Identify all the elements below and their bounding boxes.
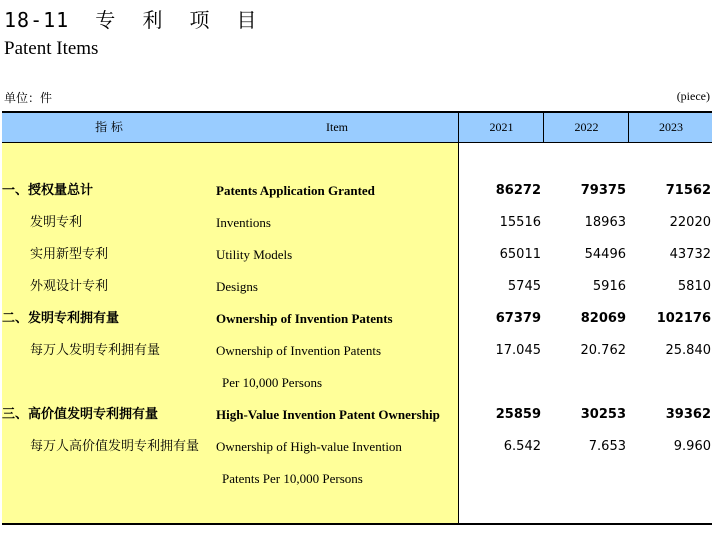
table-row [2,367,712,399]
value-2021: 5745 [507,279,541,294]
header-year-2021: 2021 [458,113,544,142]
page-title-cn: 18-11 专 利 项 目 [4,8,258,32]
table-row [2,271,712,303]
value-2023: 43732 [669,247,711,262]
row-label-cn: 外观设计专利 [30,279,109,294]
value-2023: 71562 [665,183,711,198]
table-row [2,463,712,495]
value-2022: 79375 [580,183,626,198]
value-2022: 30253 [580,407,626,422]
row-label-en: Inventions [216,215,271,230]
value-2022: 18963 [584,215,626,230]
row-label-cn: 一、授权量总计 [2,183,94,198]
header-item: Item [326,120,348,134]
row-label-cn: 每万人发明专利拥有量 [30,343,161,358]
header-year-2023: 2023 [628,113,713,142]
patent-table [2,111,712,525]
row-label-cn: 每万人高价值发明专利拥有量 [30,439,200,454]
row-label-en: Designs [216,279,258,294]
value-2022: 54496 [584,247,626,262]
value-2023: 5810 [677,279,711,294]
table-row [2,175,712,207]
value-2021: 17.045 [495,343,541,358]
table-row [2,399,712,431]
value-2021: 67379 [495,311,541,326]
value-2021: 25859 [495,407,541,422]
row-label-cn: 三、高价值发明专利拥有量 [2,407,159,422]
value-2022: 5916 [592,279,626,294]
value-2021: 6.542 [503,439,541,454]
row-label-cn: 发明专利 [30,215,83,230]
value-2022: 7.653 [588,439,626,454]
table-row [2,207,712,239]
row-label-en: Ownership of Invention Patents [216,343,382,358]
row-label-en-continued: Per 10,000 Persons [222,375,323,390]
value-2021: 15516 [499,215,541,230]
row-label-en: Ownership of Invention Patents [216,311,393,326]
row-label-en: Patents Application Granted [216,183,375,198]
value-2022: 20.762 [580,343,626,358]
value-2023: 25.840 [665,343,711,358]
row-label-cn: 二、发明专利拥有量 [2,311,120,326]
value-2021: 86272 [495,183,541,198]
table-row [2,303,712,335]
value-2021: 65011 [499,247,541,262]
value-2023: 22020 [669,215,711,230]
unit-label-cn: 单位：件 [4,91,53,105]
value-2023: 102176 [656,311,711,326]
header-indicator: 指 标 [95,120,123,134]
value-2023: 9.960 [673,439,711,454]
value-2022: 82069 [580,311,626,326]
table-header [2,113,712,143]
table-row [2,239,712,271]
row-label-en: High-Value Invention Patent Ownership [216,407,440,422]
page-title-en: Patent Items [4,38,99,59]
header-year-2022: 2022 [543,113,629,142]
row-label-en: Utility Models [216,247,293,262]
table-row [2,335,712,367]
value-2023: 39362 [665,407,711,422]
row-label-cn: 实用新型专利 [30,247,109,262]
unit-label-en: (piece) [676,89,710,103]
table-row [2,431,712,463]
row-label-en: Ownership of High-value Invention [216,439,402,454]
row-label-en-continued: Patents Per 10,000 Persons [222,471,363,486]
